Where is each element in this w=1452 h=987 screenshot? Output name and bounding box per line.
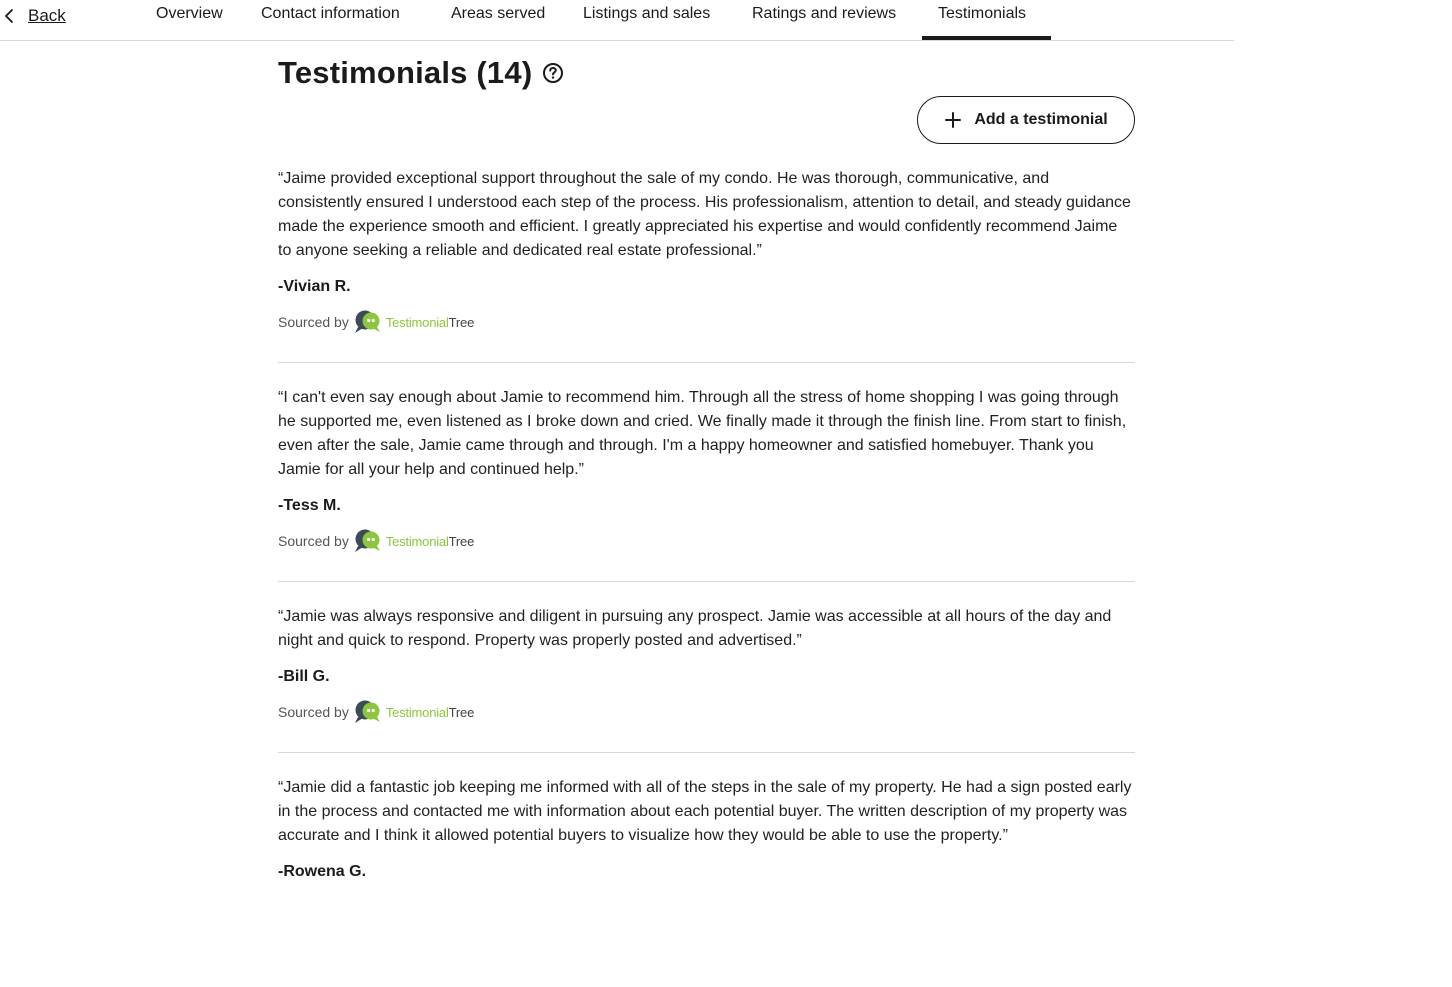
speech-bubbles-icon <box>353 699 383 725</box>
logo-text-testimonial: Testimonial <box>385 314 449 330</box>
tab-areas-served[interactable]: Areas served <box>451 5 546 22</box>
testimonial-item <box>278 776 1135 884</box>
logo-text-tree: Tree <box>448 533 475 549</box>
back-link[interactable] <box>4 4 66 28</box>
page-title-row <box>278 55 564 91</box>
testimonial-quote: “I can't even say enough about Jamie to recommend him. Through all the stress of home shopping I was going through he supported me, even listened as I broke down and cried. We finally made it through the finish line. From start to finish, even after the sale, Jamie came through and through. I'm a happy homeowner and satisfied homebuyer. Thank you Jamie for all your help and continued help.” <box>278 389 1127 478</box>
chevron-left-icon <box>4 8 14 24</box>
testimonialtree-logo <box>353 699 474 725</box>
testimonial-quote: “Jamie was always responsive and diligent in pursuing any prospect. Jamie was accessible at all hours of the day and night and quick to respond. Property was properly posted and advertised.” <box>278 608 1112 649</box>
testimonial-quote: “Jaime provided exceptional support throughout the sale of my condo. He was thorough, communicative, and consistently ensured I understood each step of the process. His professionalism, attention to detail, and steady guidance made the experience smooth and efficient. I greatly appreciated his expertise and would confidently recommend Jaime to anyone seeking a reliable and dedicated real estate professional.” <box>278 170 1131 259</box>
sourced-by <box>278 699 1135 725</box>
sourced-by-label: Sourced by <box>278 314 349 330</box>
tab-contact-information[interactable]: Contact information <box>261 5 400 22</box>
add-testimonial-label: Add a testimonial <box>974 111 1108 128</box>
logo-text-testimonial: Testimonial <box>385 704 449 720</box>
divider <box>278 362 1135 363</box>
testimonial-author: -Vivian R. <box>278 278 351 295</box>
back-label: Back <box>28 6 66 25</box>
testimonial-author: -Tess M. <box>278 497 341 514</box>
speech-bubbles-icon <box>353 528 383 554</box>
testimonial-quote: “Jamie did a fantastic job keeping me informed with all of the steps in the sale of my property. He had a sign posted early in the process and contacted me with information about each potential buyer. The written description of my property was accurate and I think it allowed potential buyers to visualize how they would be able to use the property.” <box>278 779 1132 844</box>
speech-bubbles-icon <box>353 309 383 335</box>
logo-text-tree: Tree <box>448 704 475 720</box>
tab-testimonials[interactable]: Testimonials <box>938 5 1027 22</box>
divider <box>278 752 1135 753</box>
plus-icon <box>944 111 962 129</box>
sourced-by-label: Sourced by <box>278 533 349 549</box>
testimonial-author: -Rowena G. <box>278 863 367 880</box>
testimonial-item <box>278 167 1135 335</box>
testimonial-author: -Bill G. <box>278 668 330 685</box>
divider <box>278 581 1135 582</box>
testimonialtree-logo <box>353 528 474 554</box>
sourced-by-label: Sourced by <box>278 704 349 720</box>
logo-text-testimonial: Testimonial <box>385 533 449 549</box>
page-title: Testimonials (14) <box>278 55 533 90</box>
testimonial-item <box>278 386 1135 554</box>
logo-text-tree: Tree <box>448 314 475 330</box>
sourced-by <box>278 528 1135 554</box>
sourced-by <box>278 309 1135 335</box>
testimonial-item <box>278 605 1135 725</box>
active-tab-indicator <box>922 36 1051 40</box>
tab-overview[interactable]: Overview <box>156 5 223 22</box>
testimonialtree-logo <box>353 309 474 335</box>
tab-listings-and-sales[interactable]: Listings and sales <box>583 5 711 22</box>
add-testimonial-button[interactable] <box>917 96 1135 144</box>
question-circle-icon[interactable] <box>542 62 564 84</box>
top-navigation <box>0 0 1234 41</box>
tab-ratings-and-reviews[interactable]: Ratings and reviews <box>752 5 897 22</box>
